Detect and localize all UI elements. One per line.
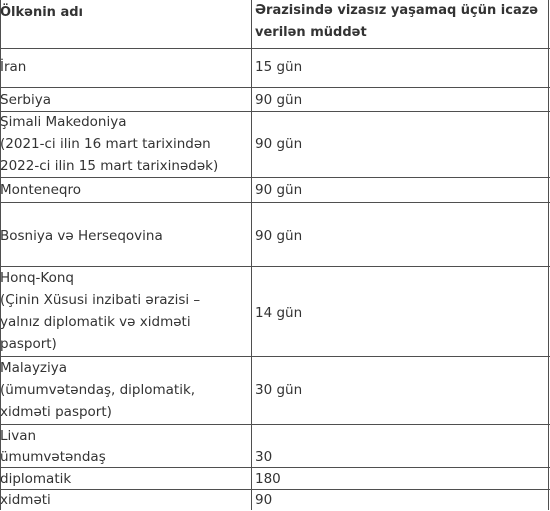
cell-country: Honq-Konq (0, 270, 74, 286)
cell-country: (2021-ci ilin 16 mart tarixindən (0, 136, 211, 152)
row-divider (0, 202, 550, 203)
header-divider (0, 48, 550, 49)
cell-duration: 90 gün (255, 182, 303, 198)
cell-duration: 30 gün (255, 382, 303, 398)
cell-duration: 90 gün (255, 136, 303, 152)
column-divider (251, 0, 252, 510)
row-divider (0, 356, 550, 357)
cell-country: diplomatik (0, 471, 72, 487)
cell-duration: 90 gün (255, 92, 303, 108)
cell-country: xidməti (0, 492, 51, 508)
cell-duration: 14 gün (255, 305, 303, 321)
cell-country: pasport) (0, 336, 57, 352)
header-duration-line1: Ərazisində vizasız yaşamaq üçün icazə (255, 3, 539, 18)
cell-country: Şimali Makedoniya (0, 114, 127, 130)
cell-duration: 90 (255, 492, 273, 508)
cell-country: ümumvətəndaş (0, 449, 106, 465)
cell-duration: 90 gün (255, 228, 303, 244)
row-divider (0, 266, 550, 267)
cell-country: xidməti pasport) (0, 404, 112, 420)
cell-country: Monteneqro (0, 182, 82, 198)
cell-duration: 15 gün (255, 59, 303, 75)
cell-country: Bosniya və Herseqovina (0, 228, 163, 244)
row-divider (0, 87, 550, 88)
header-country: Ölkənin adı (0, 5, 83, 20)
cell-duration: 30 (255, 449, 273, 465)
row-divider (0, 424, 550, 425)
row-divider (0, 177, 550, 178)
cell-country: (ümumvətəndaş, diplomatik, (0, 382, 196, 398)
cell-country: Malayziya (0, 360, 68, 376)
cell-country: Livan (0, 428, 37, 444)
table-border-right (548, 0, 549, 510)
cell-country: (Çinin Xüsusi inzibati ərazisi – (0, 292, 201, 308)
cell-duration: 180 (255, 471, 281, 487)
cell-country: 2022-ci ilin 15 mart tarixinədək) (0, 158, 219, 174)
cell-country: Serbiya (0, 92, 52, 108)
cell-country: yalnız diplomatik və xidməti (0, 314, 191, 330)
header-duration-line2: verilən müddət (255, 25, 367, 40)
cell-country: İran (0, 59, 27, 75)
